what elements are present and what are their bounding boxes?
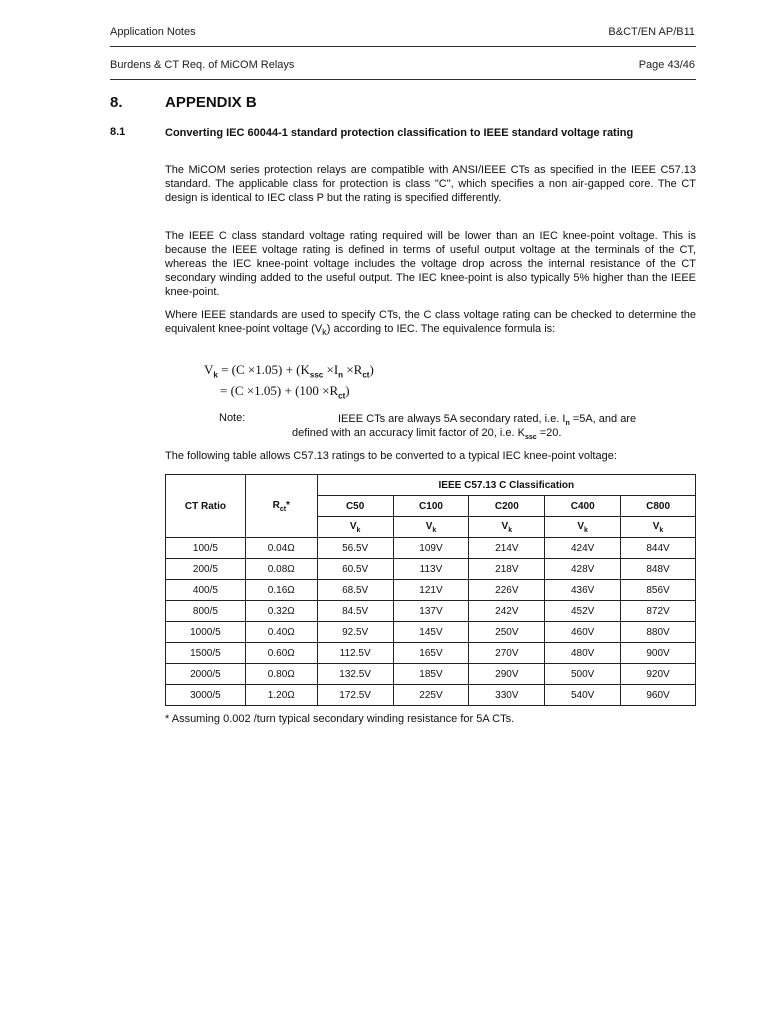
- table-cell: 250V: [469, 622, 545, 643]
- vk-header-c200: $V_k$: [469, 517, 545, 538]
- table-cell: 0.16Ω: [245, 580, 317, 601]
- header-rct: $R_{ct}*$: [245, 475, 317, 538]
- table-cell: 0.60Ω: [245, 643, 317, 664]
- table-cell: 218V: [469, 559, 545, 580]
- note-text-line-1: IEEE CTs are always 5A secondary rated, i.e. $I_n =5A$, and are: [338, 413, 637, 428]
- table-cell: 424V: [545, 538, 621, 559]
- table-cell: 540V: [545, 685, 621, 706]
- header-rule-bottom: [110, 79, 696, 80]
- header-ct-ratio: CT Ratio: [166, 475, 246, 538]
- table-cell: 242V: [469, 601, 545, 622]
- table-cell: 872V: [621, 601, 696, 622]
- table-cell: 428V: [545, 559, 621, 580]
- table-cell: 200/5: [166, 559, 246, 580]
- class-header-c400: C400: [545, 496, 621, 517]
- table-cell: 100/5: [166, 538, 246, 559]
- table-cell: 112.5V: [317, 643, 393, 664]
- note-text-line-2: defined with an accuracy limit factor of 20, i.e. $K_{ssc} =20$.: [292, 427, 562, 442]
- ct-classification-table: [165, 474, 696, 706]
- table-cell: 60.5V: [317, 559, 393, 580]
- formula-line-2: = $(C \times 1.05) + (100 \times R_{ct})$: [220, 383, 350, 401]
- table-row: [166, 538, 696, 559]
- table-cell: 0.32Ω: [245, 601, 317, 622]
- paragraph-table-intro: The following table allows C57.13 ratings to be converted to a typical IEC knee-point voltage:: [165, 450, 617, 462]
- table-cell: 145V: [393, 622, 469, 643]
- table-cell: 113V: [393, 559, 469, 580]
- table-cell: 0.80Ω: [245, 664, 317, 685]
- class-header-c50: C50: [317, 496, 393, 517]
- table-cell: 920V: [621, 664, 696, 685]
- section-number: 8.: [110, 94, 123, 111]
- table-cell: 480V: [545, 643, 621, 664]
- table-cell: 68.5V: [317, 580, 393, 601]
- vk-header-c50: $V_k$: [317, 517, 393, 538]
- table-cell: 844V: [621, 538, 696, 559]
- table-cell: 848V: [621, 559, 696, 580]
- header-doc-subject: Burdens & CT Req. of MiCOM Relays: [110, 59, 295, 71]
- class-header-c800: C800: [621, 496, 696, 517]
- table-cell: 225V: [393, 685, 469, 706]
- table-cell: 290V: [469, 664, 545, 685]
- subsection-number: 8.1: [110, 126, 126, 138]
- table-cell: 214V: [469, 538, 545, 559]
- table-cell: 270V: [469, 643, 545, 664]
- table-cell: 452V: [545, 601, 621, 622]
- class-header-c200: C200: [469, 496, 545, 517]
- paragraph-voltage-rating: The IEEE C class standard voltage rating required will be lower than an IEC knee-point voltage. This is because the IEEE voltage rating is defined in terms of useful output voltage at the terminals of the CT, whereas the IEC knee-point voltage includes the voltage drop across the internal resistance of the CT secondary winding added to the useful output. The IEC knee-point is also typically 5% higher than the IEEE knee-point.: [165, 230, 696, 298]
- table-cell: 900V: [621, 643, 696, 664]
- table-cell: 226V: [469, 580, 545, 601]
- table-cell: 84.5V: [317, 601, 393, 622]
- table-cell: 132.5V: [317, 664, 393, 685]
- paragraph-compatibility: The MiCOM series protection relays are compatible with ANSI/IEEE CTs as specified in the IEEE C57.13 standard. The applicable class for protection is class "C", which specifies a non air-gapped core. The CT design is identical to IEC class P but the rating is specified differently.: [165, 164, 696, 204]
- table-cell: 56.5V: [317, 538, 393, 559]
- table-cell: 436V: [545, 580, 621, 601]
- vk-header-c400: $V_k$: [545, 517, 621, 538]
- table-cell: 121V: [393, 580, 469, 601]
- header-ieee-classification: IEEE C57.13 C Classification: [317, 475, 695, 496]
- table-cell: 165V: [393, 643, 469, 664]
- header-page-number: Page 43/46: [638, 59, 695, 71]
- class-header-c100: C100: [393, 496, 469, 517]
- table-cell: 500V: [545, 664, 621, 685]
- header-doc-type: Application Notes: [110, 26, 196, 38]
- table-cell: 2000/5: [166, 664, 246, 685]
- table-cell: 185V: [393, 664, 469, 685]
- vk-header-c100: $V_k$: [393, 517, 469, 538]
- table-cell: 109V: [393, 538, 469, 559]
- table-row: [166, 622, 696, 643]
- table-cell: 1000/5: [166, 622, 246, 643]
- table-row: [166, 685, 696, 706]
- table-cell: 0.40Ω: [245, 622, 317, 643]
- table-cell: 172.5V: [317, 685, 393, 706]
- table-row: [166, 559, 696, 580]
- vk-header-c800: $V_k$: [621, 517, 696, 538]
- table-cell: 0.04Ω: [245, 538, 317, 559]
- table-cell: 1.20Ω: [245, 685, 317, 706]
- table-cell: 960V: [621, 685, 696, 706]
- table-row: [166, 601, 696, 622]
- note-label: Note:: [219, 412, 246, 424]
- header-doc-ref: B&CT/EN AP/B11: [608, 26, 695, 38]
- subsection-title: Converting IEC 60044-1 standard protection classification to IEEE standard voltage rating: [165, 127, 634, 139]
- table-cell: 3000/5: [166, 685, 246, 706]
- table-row: [166, 580, 696, 601]
- table-row: [166, 664, 696, 685]
- footnote: * Assuming 0.002 /turn typical secondary winding resistance for 5A CTs.: [165, 713, 515, 725]
- table-body: [166, 538, 696, 706]
- paragraph-equivalence: Where IEEE standards are used to specify CTs, the C class voltage rating can be checked to determine the equivalent knee-point voltage $(V_k)$ according to IEC. The equivalence formula is:: [165, 309, 696, 338]
- table-cell: 856V: [621, 580, 696, 601]
- table-row: [166, 643, 696, 664]
- header-rule-top: [110, 46, 696, 47]
- table-cell: 800/5: [166, 601, 246, 622]
- table-cell: 137V: [393, 601, 469, 622]
- table-cell: 330V: [469, 685, 545, 706]
- section-title: APPENDIX B: [165, 94, 257, 111]
- table-cell: 400/5: [166, 580, 246, 601]
- table-cell: 92.5V: [317, 622, 393, 643]
- table-cell: 460V: [545, 622, 621, 643]
- table-cell: 0.08Ω: [245, 559, 317, 580]
- table-cell: 1500/5: [166, 643, 246, 664]
- table-cell: 880V: [621, 622, 696, 643]
- formula-line-1: $V_k = (C \times 1.05) + (K_{ssc} \times I_n \times R_{ct})$: [204, 362, 374, 380]
